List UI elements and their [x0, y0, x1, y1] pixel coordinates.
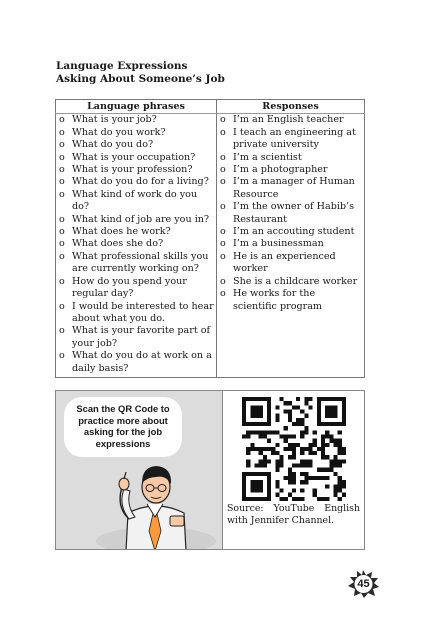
list-item: o What does he work?: [58, 226, 214, 238]
list-item: o What is your job?: [58, 114, 214, 126]
list-item: o She is a childcare worker: [219, 276, 362, 288]
list-item: o What professional skills you are currently working on?: [58, 251, 214, 276]
list-item: o I’m a businessman: [219, 238, 362, 250]
illustration-panel: [56, 391, 223, 549]
list-item: o I’m a scientist: [219, 152, 362, 164]
page-number: 45: [357, 578, 370, 590]
responses-cell: [217, 114, 365, 378]
page-number-badge: [347, 569, 380, 599]
list-item: o I’m a photographer: [219, 164, 362, 176]
list-item: o What kind of job are you in?: [58, 214, 214, 226]
phrases-cell: [56, 114, 217, 378]
list-item: o He is an experienced worker: [219, 251, 362, 276]
header-responses: Responses: [217, 100, 365, 114]
header-phrases: Language phrases: [56, 100, 217, 114]
list-item: o How do you spend your regular day?: [58, 276, 214, 301]
section-heading: [56, 60, 225, 86]
list-item: o What is your profession?: [58, 164, 214, 176]
list-item: o What do you work?: [58, 127, 214, 139]
list-item: o What do you do at work on a daily basis?: [58, 350, 214, 375]
list-item: o I teach an engineering at private university: [219, 127, 362, 152]
heading-title: Language Expressions: [56, 60, 188, 72]
qr-section: [55, 390, 365, 550]
list-item: o I’m an English teacher: [219, 114, 362, 126]
qr-callout-bubble: Scan the QR Code to practice more about asking for the job expressions: [64, 397, 182, 457]
phrases-list: [58, 114, 214, 375]
list-item: o What does she do?: [58, 238, 214, 250]
expressions-table: [55, 99, 365, 378]
qr-code[interactable]: [242, 397, 346, 501]
list-item: o What kind of work do you do?: [58, 189, 214, 214]
list-item: o I’m an accouting student: [219, 226, 362, 238]
source-credit: Source: YouTube English with Jennifer Channel.: [227, 503, 360, 527]
list-item: o I’m a manager of Human Resource: [219, 176, 362, 201]
list-item: o I would be interested to hear about what you do.: [58, 301, 214, 326]
responses-list: [219, 114, 362, 313]
heading-subtitle: Asking About Someone’s Job: [56, 73, 225, 85]
qr-panel: [223, 391, 364, 549]
list-item: o What do you do?: [58, 139, 214, 151]
list-item: o What is your favorite part of your job?: [58, 325, 214, 350]
list-item: o What do you do for a living?: [58, 176, 214, 188]
list-item: o I’m the owner of Habib’s Restaurant: [219, 201, 362, 226]
list-item: o He works for the scientific program: [219, 288, 362, 313]
list-item: o What is your occupation?: [58, 152, 214, 164]
